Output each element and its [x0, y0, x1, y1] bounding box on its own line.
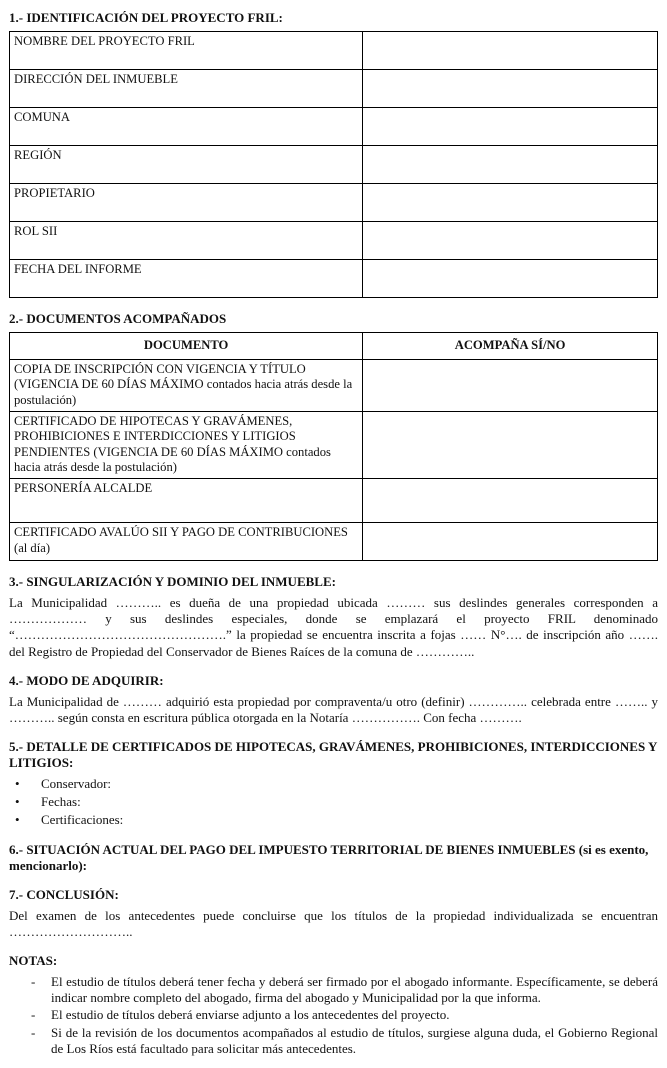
notes-list: [31, 974, 658, 1057]
row-label: NOMBRE DEL PROYECTO FRIL: [10, 32, 363, 70]
table-row: [10, 70, 658, 108]
section4-body: La Municipalidad de ……… adquirió esta propiedad por compraventa/u otro (definir) ………….. celebrada entre …….. y ……….. según consta en escritura pública otorgada en la Notaría ……………. Con fecha ……….: [9, 693, 658, 725]
bullet-icon: •: [15, 794, 20, 810]
section7-title: 7.- CONCLUSIÓN:: [9, 886, 119, 902]
dash-marker: -: [31, 974, 36, 990]
table-header-row: [10, 333, 658, 360]
table-row: [10, 411, 658, 478]
list-item-text: Conservador:: [41, 776, 112, 792]
row-value-cell: [363, 523, 658, 561]
table-row: [10, 184, 658, 222]
table-row: [10, 108, 658, 146]
row-value-cell: [363, 479, 658, 523]
row-value-cell: [363, 146, 658, 184]
section3-body: La Municipalidad ……….. es dueña de una propiedad ubicada ……… sus deslindes generales corresponden a ……………… y sus deslindes especiales, donde se emplazará el proyecto FRIL denominado “………………………………………….” la propiedad se encuentra inscrita a fojas …… N°…. de inscripción año ……. del Registro de Propiedad del Conservador de Bienes Raíces de la comuna de …………..: [9, 595, 658, 659]
table-row: [10, 146, 658, 184]
list-item: [31, 1025, 658, 1057]
document-cell: COPIA DE INSCRIPCIÓN CON VIGENCIA Y TÍTULO (VIGENCIA DE 60 DÍAS MÁXIMO contados hacia atrás desde la postulación): [10, 359, 363, 411]
table-row: [10, 523, 658, 561]
row-value-cell: [363, 222, 658, 260]
row-value-cell: [363, 359, 658, 411]
section5-bullet-list: [15, 776, 658, 828]
row-value-cell: [363, 108, 658, 146]
identification-table: [9, 31, 658, 298]
dash-marker: -: [31, 1007, 36, 1023]
document-cell: PERSONERÍA ALCALDE: [10, 479, 363, 523]
list-item: [15, 794, 658, 810]
row-label: FECHA DEL INFORME: [10, 260, 363, 298]
note-text: Si de la revisión de los documentos acompañados al estudio de títulos, surgiese alguna duda, el Gobierno Regional de Los Ríos está facultado para solicitar más antecedentes.: [51, 1024, 658, 1056]
table-row: [10, 359, 658, 411]
note-text: El estudio de títulos deberá enviarse adjunto a los antecedentes del proyecto.: [51, 1007, 450, 1023]
row-value-cell: [363, 411, 658, 478]
section1-title: 1.- IDENTIFICACIÓN DEL PROYECTO FRIL:: [9, 10, 283, 25]
row-label: REGIÓN: [10, 146, 363, 184]
bullet-icon: •: [15, 776, 20, 792]
section3-title: 3.- SINGULARIZACIÓN Y DOMINIO DEL INMUEBLE:: [9, 574, 336, 590]
table-row: [10, 479, 658, 523]
row-value-cell: [363, 260, 658, 298]
row-value-cell: [363, 70, 658, 108]
section5-title: 5.- DETALLE DE CERTIFICADOS DE HIPOTECAS, GRAVÁMENES, PROHIBICIONES, INTERDICCIONES Y LITIGIOS:: [9, 738, 657, 771]
row-label: DIRECCIÓN DEL INMUEBLE: [10, 70, 363, 108]
note-text: El estudio de títulos deberá tener fecha y deberá ser firmado por el abogado informante. Específicamente, se deberá indicar nombre completo del abogado, firma del abogado y Municipalidad por la que informa.: [51, 974, 658, 1006]
list-item: [15, 812, 658, 828]
section6-title: 6.- SITUACIÓN ACTUAL DEL PAGO DEL IMPUESTO TERRITORIAL DE BIENES INMUEBLES (si es exento, mencionarlo):: [9, 841, 649, 873]
bullet-icon: •: [15, 812, 20, 828]
column-header-document: DOCUMENTO: [10, 333, 363, 360]
column-header-accompanied: ACOMPAÑA SÍ/NO: [363, 333, 658, 360]
list-item: [31, 1007, 658, 1023]
list-item-text: Fechas:: [41, 794, 81, 810]
row-value-cell: [363, 32, 658, 70]
table-row: [10, 222, 658, 260]
notes-title: NOTAS:: [9, 953, 58, 969]
list-item: [31, 974, 658, 1006]
dash-marker: -: [31, 1024, 36, 1040]
document-cell: CERTIFICADO AVALÚO SII Y PAGO DE CONTRIBUCIONES (al día): [10, 523, 363, 561]
section2-title: 2.- DOCUMENTOS ACOMPAÑADOS: [9, 311, 227, 327]
row-value-cell: [363, 184, 658, 222]
table-row: [10, 32, 658, 70]
list-item-text: Certificaciones:: [41, 812, 124, 828]
section7-body: Del examen de los antecedentes puede concluirse que los títulos de la propiedad individualizada se encuentran ………………………..: [9, 907, 658, 939]
documents-table: [9, 332, 658, 561]
document-cell: CERTIFICADO DE HIPOTECAS Y GRAVÁMENES, PROHIBICIONES E INTERDICCIONES Y LITIGIOS PENDIENTES (VIGENCIA DE 60 DÍAS MÁXIMO contados hacia atrás desde la postulación): [10, 411, 363, 478]
row-label: PROPIETARIO: [10, 184, 363, 222]
row-label: ROL SII: [10, 222, 363, 260]
section4-title: 4.- MODO DE ADQUIRIR:: [9, 672, 164, 688]
row-label: COMUNA: [10, 108, 363, 146]
table-row: [10, 260, 658, 298]
list-item: [15, 776, 658, 792]
